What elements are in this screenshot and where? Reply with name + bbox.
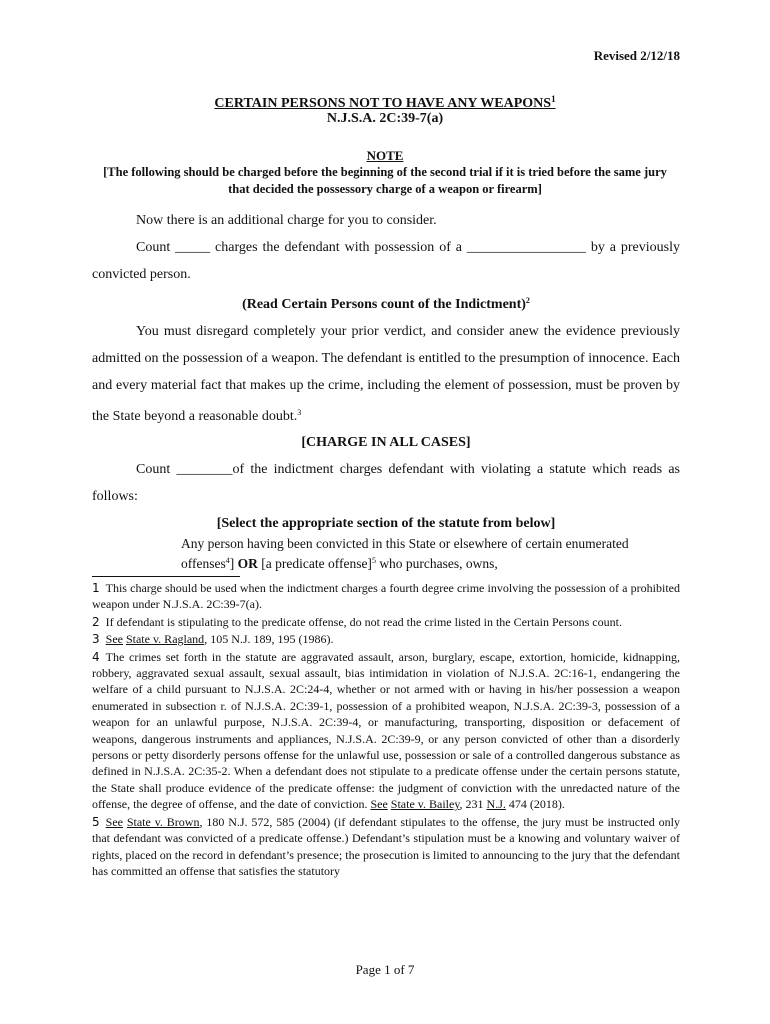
footnote-2-text: If defendant is stipulating to the predicate offense, do not read the crime listed in the Certain Persons count. xyxy=(105,614,622,629)
footnote-2-number: 2 xyxy=(92,614,100,629)
footnote-4-number: 4 xyxy=(92,649,100,664)
footnote-1 xyxy=(92,580,680,613)
footnote-2 xyxy=(92,614,680,630)
paragraph-disregard-verdict xyxy=(92,319,680,430)
charge-body xyxy=(92,208,680,538)
footnote-3 xyxy=(92,631,680,647)
heading-read-count xyxy=(92,288,680,319)
footnote-1-text: This charge should be used when the indictment charges a fourth degree crime involving the possession of a prohibited weapon under N.J.S.A. 2C:39-7(a). xyxy=(92,581,680,612)
statute-text-c: [a predicate offense] xyxy=(257,556,372,571)
footnote-4-case: State v. Bailey xyxy=(390,797,460,812)
footnote-5-see: See xyxy=(105,814,123,829)
title-text: CERTAIN PERSONS NOT TO HAVE ANY WEAPONS xyxy=(214,96,552,111)
footnote-1-number: 1 xyxy=(92,581,100,595)
statute-citation: N.J.S.A. 2C:39-7(a) xyxy=(326,111,444,126)
statute-text-a: Any person having been convicted in this State or elsewhere of certain enumerated offenses xyxy=(181,536,629,571)
footnote-ref-2[interactable]: 2 xyxy=(525,296,530,306)
footnote-ref-4[interactable]: 4 xyxy=(225,556,230,565)
footnote-ref-5[interactable]: 5 xyxy=(371,556,376,565)
paragraph-count-charges: Count _____ charges the defendant with possession of a _________________ by a previously convicted person. xyxy=(92,239,680,282)
paragraph-additional-charge: Now there is an additional charge for you to consider. xyxy=(136,213,437,228)
paragraph-disregard-text: You must disregard completely your prior verdict, and consider anew the evidence previously admitted on the possession of a weapon. The defendant is entitled to the presumption of innocence. Each and every material fact that makes up the crime, including the element of possession, must be proven by the State beyond a reasonable doubt. xyxy=(92,324,680,424)
revision-date: Revised 2/12/18 xyxy=(593,48,680,63)
footnotes xyxy=(92,580,680,880)
footnote-5 xyxy=(92,814,680,880)
note-heading: NOTE xyxy=(366,148,404,163)
footnote-separator xyxy=(92,576,240,577)
heading-charge-all-cases: [CHARGE IN ALL CASES] xyxy=(301,435,471,451)
statute-text-d: who purchases, owns, xyxy=(375,556,498,571)
footnote-3-see: See xyxy=(105,632,123,647)
note-text: [The following should be charged before the beginning of the second trial if it is tried before the same jury that decided the possessory charge of a weapon or firearm] xyxy=(103,165,667,196)
footnote-4-see: See xyxy=(370,797,388,812)
footnote-ref-1[interactable]: 1 xyxy=(551,94,556,104)
footnote-5-case: State v. Brown xyxy=(126,814,200,829)
footnote-3-number: 3 xyxy=(92,632,100,647)
footnote-3-case: State v. Ragland xyxy=(125,632,205,647)
footnote-5-text: , 180 N.J. 572, 585 (2004) (if defendant stipulates to the offense, the jury must be instructed only that defendant was convicted of a predicate offense.) Defendant’s stipulation must be a knowing and voluntary waiver of rights, placed on the record in defendant’s presence; the prosecution is limited to announcing to the jury that the defendant has committed an offense that satisfies the statutory xyxy=(92,814,680,878)
footnote-4-cite-b: 474 (2018). xyxy=(505,797,565,812)
footnote-4-nj: N.J. xyxy=(486,797,506,812)
footnote-4-text: The crimes set forth in the statute are aggravated assault, arson, burglary, escape, extortion, homicide, kidnapping, robbery, aggravated sexual assault, sexual assault, bias intimidation in violation of N.J.S.A. 2C:16-1, endangering the welfare of a child pursuant to N.J.S.A. 2C:24-4, whether or not armed with or having in his/her possession a weapon enumerated in subsection r. of N.J.S.A. 2C:39-1, possession of a prohibited weapon, N.J.S.A. 2C:39-3, possession of a weapon for an unlawful purpose, N.J.S.A. 2C:39-4, or manufacturing, transporting, disposition or defacement of weapons, dangerous instruments and appliances, N.J.S.A. 2C:39-9, or any person convicted of other than a disorderly persons or petty disorderly persons offense for the unlawful use, possession or sale of a controlled dangerous substance as defined in N.J.S.A. 2C:35-2. When a defendant does not stipulate to a predicate offense under the certain persons statute, the State shall produce evidence of the predicate offense: the judgment of conviction with the unredacted nature of the offense, the degree of offense, and the date of conviction. xyxy=(92,649,680,812)
paragraph-count-statute: Count ________of the indictment charges defendant with violating a statute which reads as follows: xyxy=(92,462,680,504)
footnote-4 xyxy=(92,649,680,813)
footnote-ref-3[interactable]: 3 xyxy=(297,407,302,417)
statute-or: OR xyxy=(237,556,258,571)
footnote-5-number: 5 xyxy=(92,814,100,829)
document-title xyxy=(0,94,770,112)
footnote-4-cite-a: , 231 xyxy=(459,797,487,812)
page-number: Page 1 of 7 xyxy=(355,962,415,977)
footnote-3-cite: , 105 N.J. 189, 195 (1986). xyxy=(204,632,334,647)
statute-quote xyxy=(181,535,651,572)
statute-text-b: ] xyxy=(229,556,238,571)
heading-read-count-text: (Read Certain Persons count of the Indictment) xyxy=(242,297,526,313)
heading-select-section: [Select the appropriate section of the statute from below] xyxy=(216,515,556,531)
